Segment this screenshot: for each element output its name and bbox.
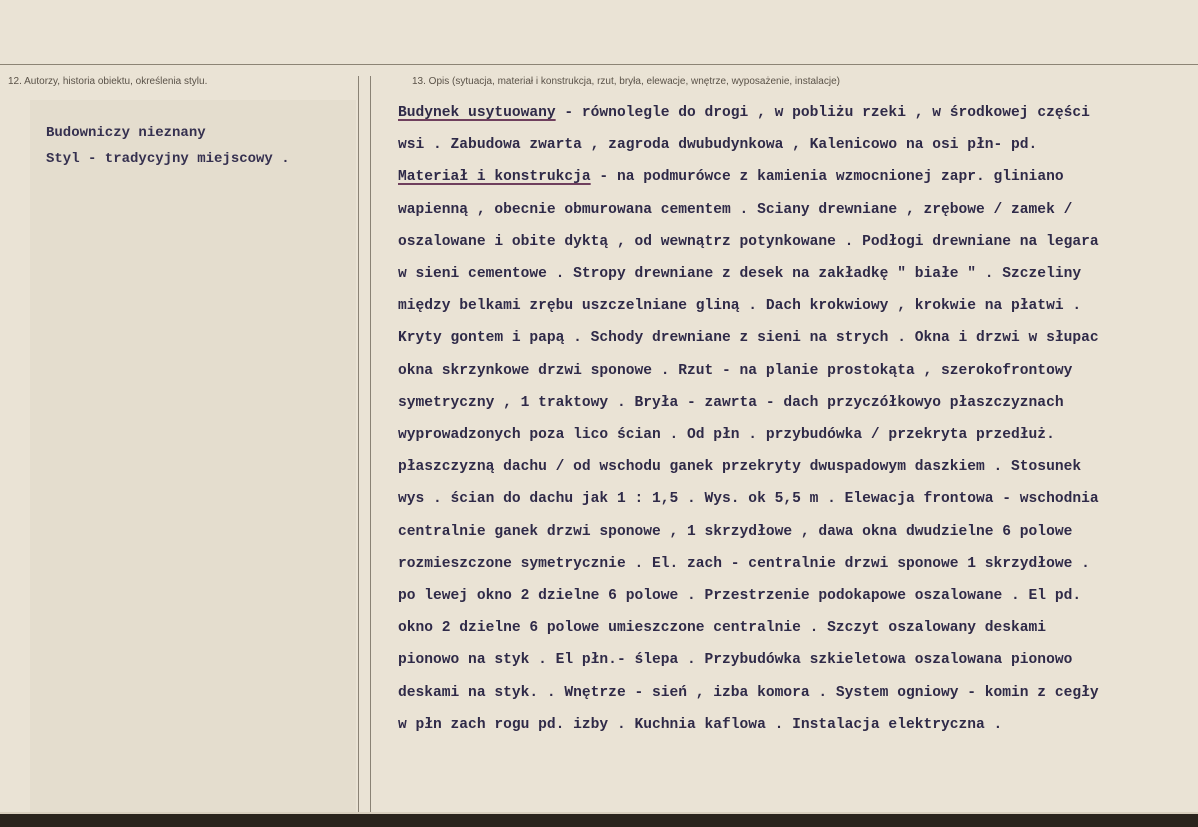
description-line <box>398 644 1198 676</box>
line-text: okno 2 dzielne 6 polowe umieszczone centralnie . Szczyt oszalowany deskami <box>398 620 1047 637</box>
field-13-label: 13. Opis (sytuacja, materiał i konstrukcja, rzut, bryła, elewacje, wnętrze, wyposażenie, instalacje) <box>412 76 840 87</box>
description-line <box>398 451 1198 483</box>
line-text: wapienną , obecnie obmurowana cementem . Sciany drewniane , zrębowe / zamek / <box>398 201 1073 218</box>
line-text: centralnie ganek drzwi sponowe , 1 skrzydłowe , dawa okna dwudzielne 6 polowe <box>398 523 1073 540</box>
line-text: wys . ścian do dachu jak 1 : 1,5 . Wys. ok 5,5 m . Elewacja frontowa - wschodnia <box>398 491 1099 508</box>
builder-line: Budowniczy nieznany <box>46 125 206 141</box>
description-line <box>398 516 1198 548</box>
line-text: wsi . Zabudowa zwarta , zagroda dwubudynkowa , Kalenicowo na osi płn- pd. <box>398 137 1038 154</box>
description-line <box>398 709 1198 741</box>
line-text: po lewej okno 2 dzielne 6 polowe . Przestrzenie podokapowe oszalowane . El pd. <box>398 588 1082 605</box>
description-line <box>398 97 1198 129</box>
line-text: - na podmurówce z kamienia wzmocnionej zapr. gliniano <box>590 169 1064 186</box>
description-line <box>398 580 1198 612</box>
line-text: - równolegle do drogi , w pobliżu rzeki , w środkowej części <box>555 105 1090 121</box>
line-text: wyprowadzonych poza lico ścian . Od płn . przybudówka / przekryta przedłuż. <box>398 427 1055 444</box>
description-line <box>398 677 1198 709</box>
description-line <box>398 194 1198 226</box>
description-line <box>398 387 1198 419</box>
line-text: w sieni cementowe . Stropy drewniane z desek na zakładkę " białe " . Szczeliny <box>398 266 1082 283</box>
description-line <box>398 322 1198 354</box>
style-line: Styl - tradycyjny miejscowy . <box>46 151 290 167</box>
field-12-label: 12. Autorzy, historia obiektu, określenia stylu. <box>8 76 208 87</box>
line-text: oszalowane i obite dyktą , od wewnątrz potynkowane . Podłogi drewniane na legara <box>398 233 1099 250</box>
line-text: płaszczyzną dachu / od wschodu ganek przekryty dwuspadowym daszkiem . Stosunek <box>398 459 1082 476</box>
column-divider-inner <box>370 76 371 812</box>
top-rule <box>0 64 1198 65</box>
left-column-panel <box>30 100 356 812</box>
description-line <box>398 419 1198 451</box>
line-text: pionowo na styk . El płn.- ślepa . Przybudówka szkieletowa oszalowana pionowo <box>398 652 1073 669</box>
description-text <box>398 97 1198 741</box>
description-line <box>398 226 1198 258</box>
line-text: Kryty gontem i papą . Schody drewniane z sieni na strych . Okna i drzwi w słupac <box>398 330 1099 347</box>
section-heading: Materiał i konstrukcja <box>398 169 591 186</box>
line-text: między belkami zrębu uszczelniane gliną . Dach krokwiowy , krokwie na płatwi . <box>398 298 1082 315</box>
description-line <box>398 258 1198 290</box>
description-line <box>398 548 1198 580</box>
authors-style-text <box>46 120 346 172</box>
line-text: symetryczny , 1 traktowy . Bryła - zawrta - dach przyczółkowyo płaszczyznach <box>398 394 1064 411</box>
description-line <box>398 161 1198 193</box>
line-text: w płn zach rogu pd. izby . Kuchnia kaflowa . Instalacja elektryczna . <box>398 716 1003 733</box>
column-divider <box>358 76 359 812</box>
description-line <box>398 129 1198 161</box>
description-line <box>398 612 1198 644</box>
description-line <box>398 290 1198 322</box>
line-text: rozmieszczone symetrycznie . El. zach - centralnie drzwi sponowe 1 skrzydłowe . <box>398 555 1090 572</box>
line-text: deskami na styk. . Wnętrze - sień , izba komora . System ogniowy - komin z cegły <box>398 684 1099 701</box>
description-line <box>398 355 1198 387</box>
line-text: okna skrzynkowe drzwi sponowe . Rzut - na planie prostokąta , szerokofrontowy <box>398 362 1073 379</box>
section-heading: Budynek usytuowany <box>398 105 556 121</box>
description-line <box>398 483 1198 515</box>
